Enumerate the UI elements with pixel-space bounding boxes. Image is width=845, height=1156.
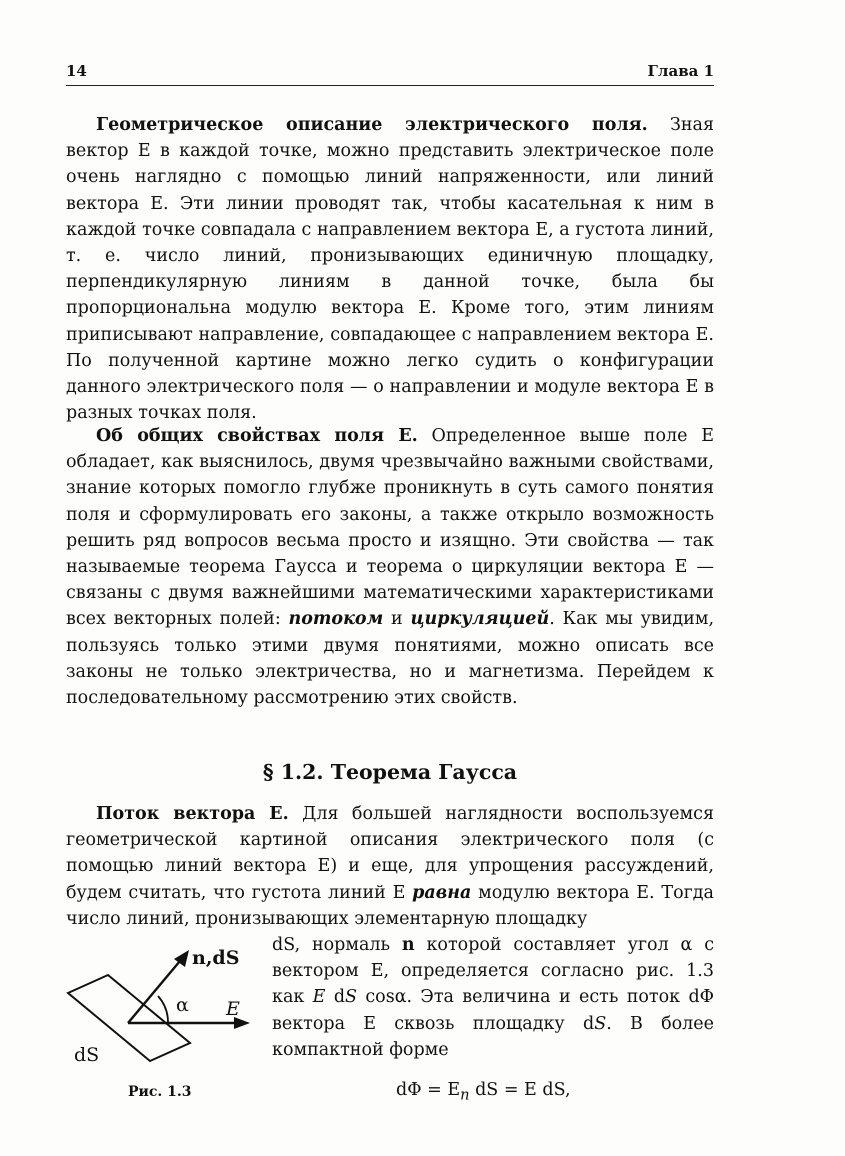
inline-math: dS: [272, 935, 295, 955]
paragraph-heading: Поток вектора E.: [96, 804, 289, 824]
inline-math: E: [312, 987, 326, 1008]
chapter-title: Глава 1: [647, 62, 714, 80]
paragraph-text: . Как мы увидим, пользуясь только этими двумя понятиями, можно описать все законы не только электричества, но и магнетизма. Перейдем к последовательному рассмотрению этих свойств.: [66, 609, 715, 709]
paragraph-field-properties: [66, 423, 714, 711]
paragraph-text: Определенное выше поле E обладает, как выяснилось, двумя чрезвычайно важными свойствами, знание которых помогло глубже проникнуть в суть самого понятия поля и сформулировать его законы, а также открыло возможность решить ряд вопросов весьма просто и изящно. Эти свойства — так называемые теорема Гаусса и теорема о циркуляции вектора E — связаны с двумя важнейшими математическими характеристиками всех векторных полей:: [66, 426, 714, 630]
inline-math: d: [325, 987, 346, 1008]
paragraph-text: cosα. Эта величина и есть поток dΦ вектора E сквозь площадку d: [272, 987, 714, 1034]
paragraph-text: . В более компактной форме: [272, 1013, 714, 1060]
paragraph-text: , нормаль: [294, 935, 402, 955]
paragraph-flux: [66, 801, 714, 932]
label-area: dS: [74, 1044, 100, 1065]
label-normal: n,dS: [192, 947, 240, 969]
figure-1-3: [60, 935, 270, 1065]
formula-part: dΦ = E: [396, 1080, 461, 1100]
paragraph-flux-continued: [272, 932, 714, 1063]
inline-math: S: [345, 987, 358, 1008]
page-number: 14: [66, 62, 87, 80]
term-flux: потоком: [288, 609, 384, 630]
header-rule: [66, 85, 714, 86]
paragraph-text: которой составляет угол α с вектором E, определяется согласно рис. 1.3 как: [272, 935, 714, 1008]
formula-part: dS = E dS,: [469, 1080, 571, 1100]
inline-math: S: [594, 1013, 607, 1034]
term-equal: равна: [412, 882, 472, 903]
formula-flux: [396, 1080, 571, 1104]
paragraph-heading: Геометрическое описание электрического поля.: [96, 115, 648, 135]
paragraph-text: и: [383, 609, 411, 630]
figure-caption: Рис. 1.3: [128, 1084, 192, 1100]
paragraph-text: Зная вектор E в каждой точке, можно представить электрическое поле очень наглядно с помощью линий напряженности, или линий вектора E. Эти линии проводят так, чтобы касательная к ним в каждой точке совпадала с направлением вектора E, а густота линий, т. е. число линий, пронизывающих единичную площадку, перпендикулярную линиям в данной точке, была бы пропорциональна модулю вектора E. Кроме того, этим линиям приписывают направление, совпадающее с направлением вектора E. По полученной картине можно легко судить о конфигурации данного электрического поля — о направлении и модуле вектора E в разных точках поля.: [66, 115, 714, 424]
paragraph-text: модулю вектора E. Тогда число линий, пронизывающих элементарную площадку: [66, 882, 714, 929]
paragraph-field-description: [66, 112, 714, 426]
label-field: E: [226, 998, 240, 1020]
inline-math: n: [401, 935, 415, 955]
paragraph-heading: Об общих свойствах поля E.: [96, 426, 418, 446]
paragraph-text: Для большей наглядности воспользуемся геометрической картиной описания электрического поля (с помощью линий вектора E) и еще, для упрощения рассуждений, будем считать, что густота линий E: [66, 804, 714, 903]
term-circulation: циркуляцией: [410, 609, 550, 630]
flux-diagram: [60, 935, 270, 1065]
section-title: § 1.2. Теорема Гаусса: [262, 760, 518, 784]
running-head: [66, 62, 714, 84]
formula-subscript: n: [460, 1086, 470, 1104]
label-alpha: α: [176, 994, 189, 1016]
